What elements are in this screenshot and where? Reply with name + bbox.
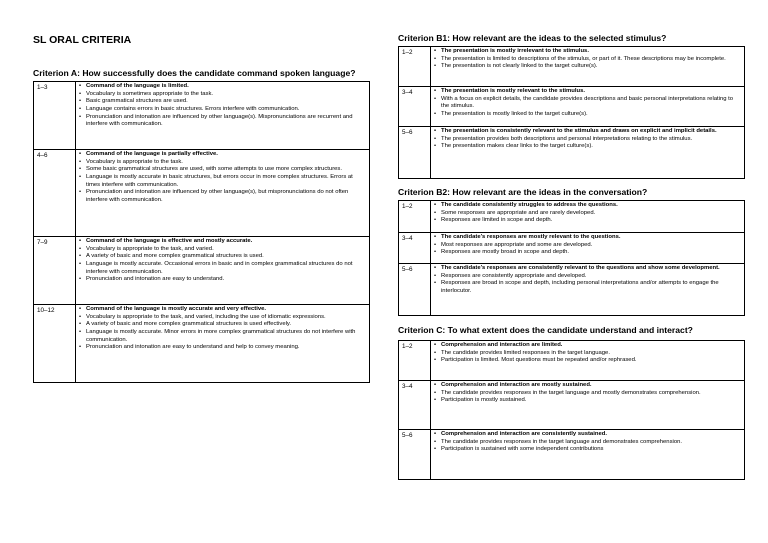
band-label: 7–9 <box>34 237 76 305</box>
list-item: • The presentation is mostly relevant to the stimulus. <box>433 88 742 96</box>
list-item: • The presentation makes clear links to the target culture(s). <box>433 143 742 151</box>
list-item: • The presentation is mostly linked to the target culture(s). <box>433 111 742 119</box>
list-item: • Command of the language is partially effective. <box>78 151 367 159</box>
table-row <box>34 82 370 150</box>
list-item: • Language is mostly accurate in basic structures, but errors occur in more complex structures. Errors at times interfere with communication. <box>78 174 367 189</box>
table-row <box>399 264 745 316</box>
list-item: • The candidate provides responses in the target language and demonstrates comprehension. <box>433 439 742 447</box>
table-row <box>399 430 745 480</box>
list-item: • Responses are broad in scope and depth, including personal interpretations and/or attempts to engage the interlocutor. <box>433 280 742 295</box>
criterion-b1-table <box>398 46 745 179</box>
page-title: SL ORAL CRITERIA <box>33 34 132 46</box>
band-label: 3–4 <box>399 87 431 127</box>
table-row <box>34 150 370 237</box>
list-item: • Responses are limited in scope and depth. <box>433 217 742 225</box>
criterion-c-table <box>398 340 745 480</box>
list-item: • Participation is mostly sustained. <box>433 397 742 405</box>
list-item: • The candidate’s responses are mostly relevant to the questions. <box>433 234 742 242</box>
list-item: • The candidate consistently struggles to address the questions. <box>433 202 742 210</box>
list-item: • Vocabulary is sometimes appropriate to the task. <box>78 91 367 99</box>
list-item: • Command of the language is limited. <box>78 83 367 91</box>
list-item: • Vocabulary is appropriate to the task, and varied. <box>78 246 367 254</box>
list-item: • Pronunciation and intonation are influenced by other language(s), but mispronunciations do not often interfere with communication. <box>78 189 367 204</box>
list-item: • Language is mostly accurate. Minor errors in more complex grammatical structures do not interfere with communication. <box>78 329 367 344</box>
band-label: 10–12 <box>34 305 76 383</box>
list-item: • Vocabulary is appropriate to the task. <box>78 159 367 167</box>
list-item: • The presentation is limited to descriptions of the stimulus, or part of it. These descriptions may be incomplete. <box>433 56 742 64</box>
criterion-b1-heading: Criterion B1: How relevant are the ideas to the selected stimulus? <box>398 33 667 43</box>
criterion-b2-heading: Criterion B2: How relevant are the ideas in the conversation? <box>398 187 648 197</box>
list-item: • A variety of basic and more complex grammatical structures is used effectively. <box>78 321 367 329</box>
list-item: • Pronunciation and intonation are influenced by other language(s). Mispronunciations are recurrent and interfere with communication. <box>78 114 367 129</box>
list-item: • Pronunciation and intonation are easy to understand. <box>78 276 367 284</box>
table-row <box>399 87 745 127</box>
list-item: • With a focus on explicit details, the candidate provides descriptions and basic personal interpretations relating to the stimulus. <box>433 96 742 111</box>
table-row <box>399 341 745 381</box>
list-item: • Language contains errors in basic structures. Errors interfere with communication. <box>78 106 367 114</box>
band-label: 3–4 <box>399 233 431 264</box>
right-column <box>398 33 745 480</box>
band-label: 5–6 <box>399 264 431 316</box>
list-item: • The candidate’s responses are consistently relevant to the questions and show some development. <box>433 265 742 273</box>
criterion-c-heading: Criterion C: To what extent does the candidate understand and interact? <box>398 325 693 335</box>
table-row <box>399 233 745 264</box>
list-item: • Most responses are appropriate and some are developed. <box>433 242 742 250</box>
band-label: 4–6 <box>34 150 76 237</box>
list-item: • Pronunciation and intonation are easy to understand and help to convey meaning. <box>78 344 367 352</box>
band-label: 5–6 <box>399 430 431 480</box>
list-item: • Some responses are appropriate and are rarely developed. <box>433 210 742 218</box>
criterion-a-table <box>33 81 370 383</box>
list-item: • The presentation is not clearly linked to the target culture(s). <box>433 63 742 71</box>
band-label: 5–6 <box>399 127 431 179</box>
list-item: • Comprehension and interaction are mostly sustained. <box>433 382 742 390</box>
table-row <box>34 237 370 305</box>
band-label: 1–3 <box>34 82 76 150</box>
band-label: 1–2 <box>399 201 431 233</box>
list-item: • Responses are consistently appropriate and developed. <box>433 273 742 281</box>
list-item: • Command of the language is effective and mostly accurate. <box>78 238 367 246</box>
band-label: 3–4 <box>399 381 431 430</box>
band-label: 1–2 <box>399 47 431 87</box>
criterion-b2-table <box>398 200 745 316</box>
table-row <box>399 47 745 87</box>
list-item: • Participation is limited. Most questions must be repeated and/or rephrased. <box>433 357 742 365</box>
left-column <box>33 34 370 383</box>
list-item: • Basic grammatical structures are used. <box>78 98 367 106</box>
list-item: • Some basic grammatical structures are used, with some attempts to use more complex structures. <box>78 166 367 174</box>
list-item: • Command of the language is mostly accurate and very effective. <box>78 306 367 314</box>
criterion-a-heading: Criterion A: How successfully does the candidate command spoken language? <box>33 68 356 78</box>
table-row <box>399 381 745 430</box>
table-row <box>399 127 745 179</box>
table-row <box>34 305 370 383</box>
list-item: • Participation is sustained with some independent contributions <box>433 446 742 454</box>
band-label: 1–2 <box>399 341 431 381</box>
list-item: • Comprehension and interaction are limited. <box>433 342 742 350</box>
list-item: • The presentation is consistently relevant to the stimulus and draws on explicit and implicit details. <box>433 128 742 136</box>
list-item: • Vocabulary is appropriate to the task, and varied, including the use of idiomatic expressions. <box>78 314 367 322</box>
list-item: • A variety of basic and more complex grammatical structures is used. <box>78 253 367 261</box>
list-item: • The presentation provides both descriptions and personal interpretations relating to the stimulus. <box>433 136 742 144</box>
table-row <box>399 201 745 233</box>
list-item: • The candidate provides limited responses in the target language. <box>433 350 742 358</box>
list-item: • Comprehension and interaction are consistently sustained. <box>433 431 742 439</box>
list-item: • Language is mostly accurate. Occasional errors in basic and in complex grammatical structures do not interfere with communication. <box>78 261 367 276</box>
list-item: • The presentation is mostly irrelevant to the stimulus. <box>433 48 742 56</box>
list-item: • The candidate provides responses in the target language and mostly demonstrates comprehension. <box>433 390 742 398</box>
list-item: • Responses are mostly broad in scope and depth. <box>433 249 742 257</box>
